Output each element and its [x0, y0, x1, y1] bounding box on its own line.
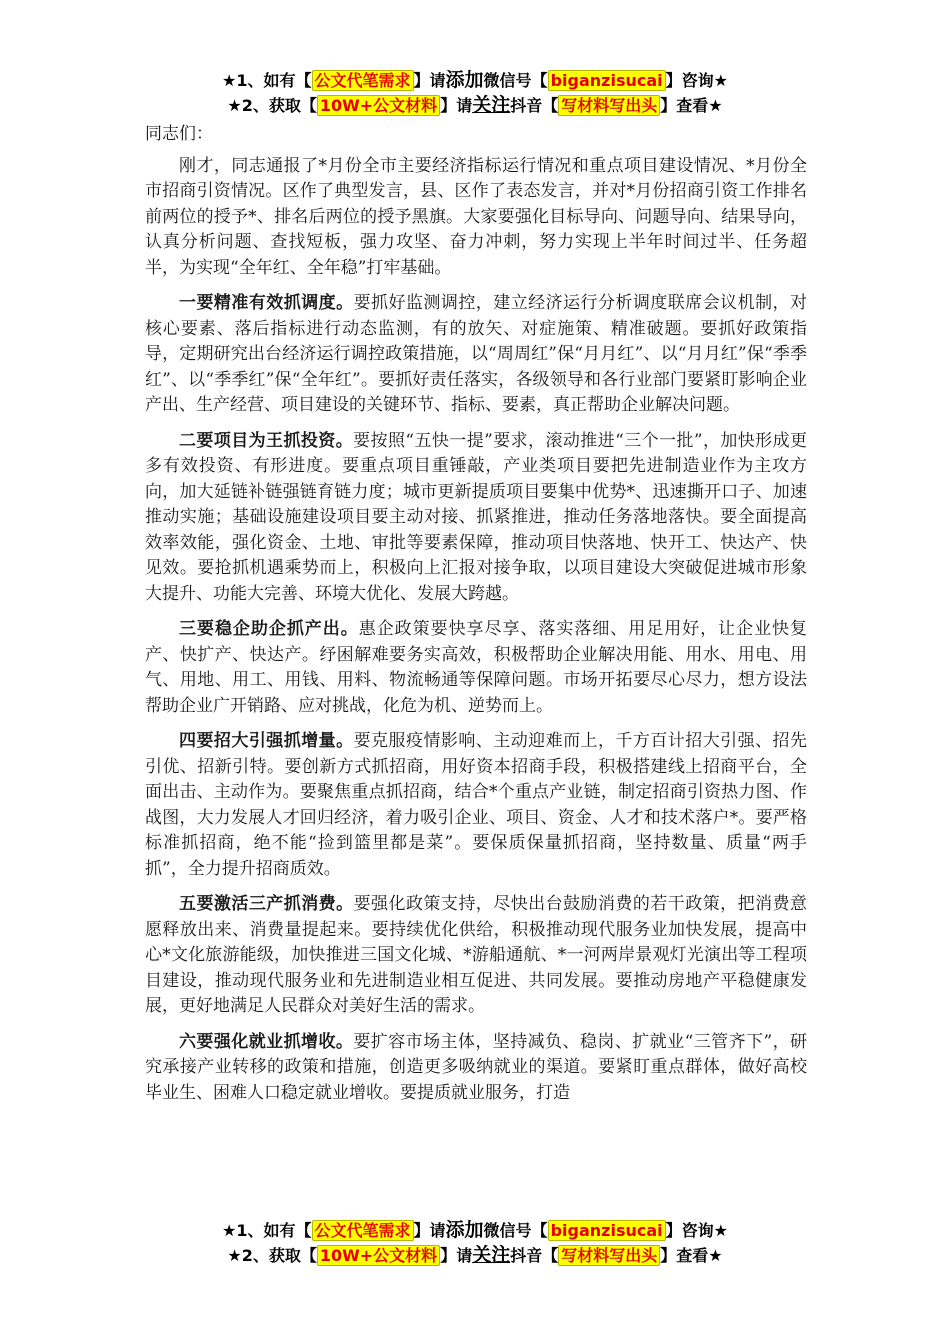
highlight-materials: 10W+公文材料: [317, 95, 440, 116]
highlight-materials: 10W+公文材料: [317, 1245, 440, 1266]
section-heading: 五要激活三产抓消费。: [179, 894, 354, 914]
section-heading: 三要稳企助企抓产出。: [179, 619, 359, 639]
top-banner-line-1: ★1、如有【 公文代笔需求 】请添加微信号【 biganzisucai 】咨询★: [222, 69, 728, 91]
intro-paragraph: 刚才，同志通报了*月份全市主要经济指标运行情况和重点项目建设情况、*月份全市招商引资情况。区作了典型发言，县、区作了表态发言，并对*月份招商引资工作排名前两位的授予*、排名后两位的授予黑旗。大家要强化目标导向、问题导向、结果导向，认真分析问题、查找短板，强力攻坚、奋力冲刺，努力实现上半年时间过半、任务超半，为实现“全年红、全年稳”打牢基础。: [145, 155, 807, 278]
top-banner-line-2: ★2、获取【 10W+公文材料 】请关注抖音【 写材料写出头 】查看★: [227, 94, 723, 116]
greeting: 同志们：: [145, 124, 213, 144]
section-body: 惠企政策要快享尽享、落实落细、用足用好，让企业快复产、快扩产、快达产。纾困解难要务实高效，积极帮助企业解决用能、用水、用电、用气、用地、用工、用钱、用料、物流畅通等保障问题。市场开拓要尽心尽力，想方设法帮助企业广开销路、应对挑战，化危为机、逆势而上。: [145, 619, 808, 716]
highlight-ghostwriting: 公文代笔需求: [312, 70, 414, 91]
section-body: 要克服疫情影响、主动迎难而上，千方百计招大引强、招先引优、招新引特。要创新方式抓招商，用好资本招商手段，积极搭建线上招商平台，全面出击、主动作为。要聚焦重点抓招商，结合*个重点产业链，制定招商引资热力图、作战图，大力发展人才回归经济，着力吸引企业、项目、资金、人才和技术落户*。要严格标准抓招商，绝不能“捡到篮里都是菜”。要保质保量抓招商，坚持数量、质量“两手抓”，全力提升招商质效。: [145, 731, 808, 879]
section-paragraph: [145, 617, 807, 719]
bottom-banner: [0, 1218, 950, 1268]
bottom-banner-line-1: ★1、如有【 公文代笔需求 】请添加微信号【 biganzisucai 】咨询★: [222, 1219, 728, 1241]
section-paragraph: [145, 429, 807, 608]
section-body: 要按照“五快一提”要求，滚动推进“三个一批”，加快形成更多有效投资、有形进度。要重点项目重锤敲，产业类项目要把先进制造业作为主攻方向，加大延链补链强链育链力度；城市更新提质项目要集中优势*、迅速撕开口子、加速推动实施；基础设施建设项目要主动对接、抓紧推进，推动任务落地落快。要全面提高效率效能，强化资金、土地、审批等要素保障，推动项目快落地、快开工、快达产、快见效。要抢抓机遇乘势而上，积极向上汇报对接争取，以项目建设大突破促进城市形象大提升、功能大完善、环境大优化、发展大跨越。: [145, 430, 808, 604]
section-body: 要扩容市场主体，坚持减负、稳岗、扩就业“三管齐下”，研究承接产业转移的政策和措施，创造更多吸纳就业的渠道。要紧盯重点群体，做好高校毕业生、困难人口稳定就业增收。要提质就业服务，打造: [145, 1031, 807, 1103]
highlight-wechat-id: biganzisucai: [548, 70, 666, 91]
section-heading: 六要强化就业抓增收。: [179, 1031, 354, 1052]
document-body: [145, 122, 807, 1116]
bottom-banner-line-2: ★2、获取【 10W+公文材料 】请关注抖音【 写材料写出头 】查看★: [227, 1244, 723, 1266]
section-body: 要抓好监测调控，建立经济运行分析调度联席会议机制，对核心要素、落后指标进行动态监测，有的放矢、对症施策、精准破题。要抓好政策指导，定期研究出台经济运行调控政策措施，以“周周红”保“月月红”、以“月月红”保“季季红”、以“季季红”保“全年红”。要抓好责任落实，各级领导和各行业部门要紧盯影响企业产出、生产经营、项目建设的关键环节、指标、要素，真正帮助企业解决问题。: [145, 293, 808, 415]
highlight-douyin: 写材料写出头: [558, 95, 660, 116]
section-paragraph: [145, 892, 807, 1020]
section-body: 要强化政策支持，尽快出台鼓励消费的若干政策，把消费意愿释放出来、消费量提起来。要持续优化供给，积极推动现代服务业加快发展，提高中心*文化旅游能级，加快推进三国文化城、*游船通航、*一河两岸景观灯光演出等工程项目建设，推动现代服务业和先进制造业相互促进、共同发展。要推动房地产平稳健康发展，更好地满足人民群众对美好生活的需求。: [145, 894, 808, 1016]
top-banner: [0, 68, 950, 118]
section-heading: 二要项目为王抓投资。: [179, 430, 354, 451]
highlight-douyin: 写材料写出头: [558, 1245, 660, 1266]
highlight-wechat-id: biganzisucai: [548, 1220, 666, 1241]
section-paragraph: [145, 729, 807, 882]
section-heading: 一要精准有效抓调度。: [179, 293, 354, 313]
section-paragraph: [145, 1030, 807, 1107]
highlight-ghostwriting: 公文代笔需求: [312, 1220, 414, 1241]
section-heading: 四要招大引强抓增量。: [179, 731, 354, 751]
section-paragraph: [145, 291, 807, 419]
